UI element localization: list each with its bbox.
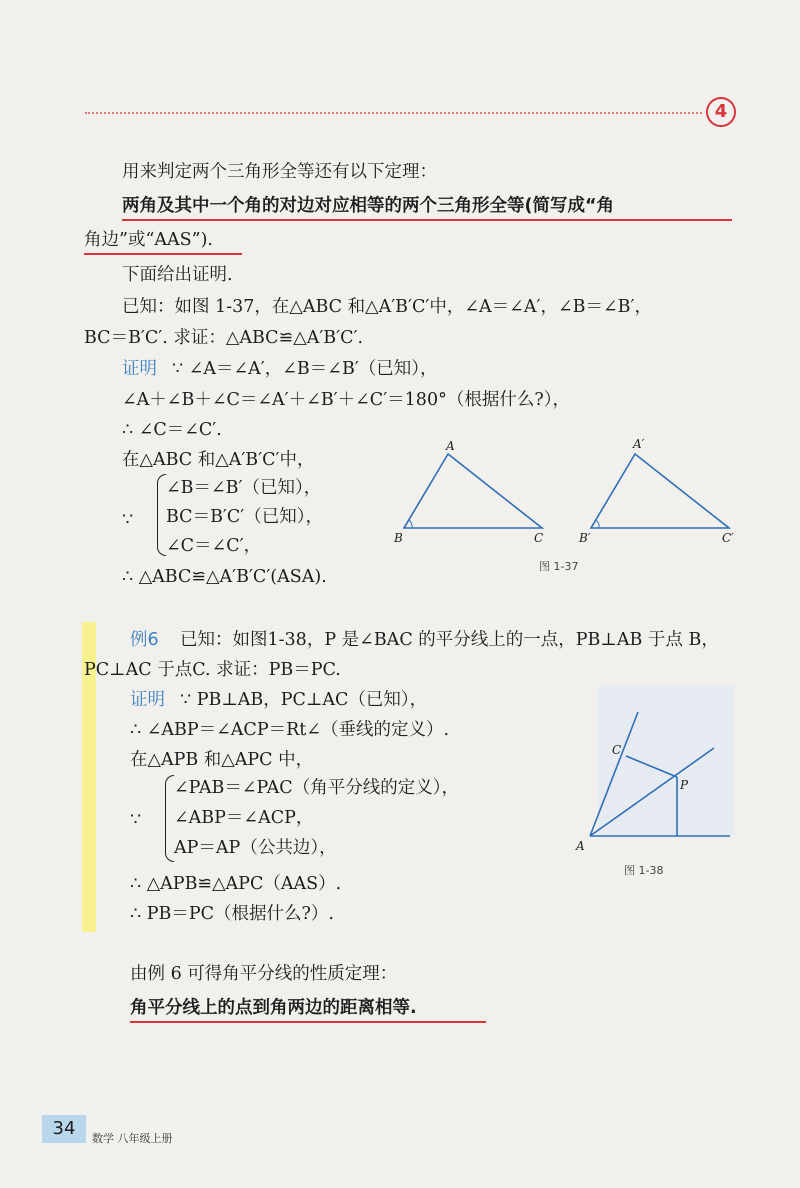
label-p: P (680, 778, 689, 792)
proof-step-3: ∴ ∠C＝∠C′. (122, 420, 222, 440)
triangle-a2b2c2 (591, 454, 729, 528)
example-conclusion-2: ∴ PB＝PC（根据什么?）. (130, 904, 334, 924)
label-b-prime: B′ (579, 531, 591, 545)
figure-1-37-caption: 图 1-37 (539, 560, 579, 573)
example-label: 例6 (130, 630, 159, 650)
property-underline (130, 1021, 486, 1023)
property-intro: 由例 6 可得角平分线的性质定理： (130, 964, 398, 984)
triangle-abc (404, 454, 542, 528)
figure-1-38-caption: 图 1-38 (624, 864, 664, 877)
proof-step-4: 在△ABC 和△A′B′C′中， (122, 450, 315, 470)
figure-1-37 (390, 436, 750, 556)
example-step-2: ∴ ∠ABP＝∠ACP＝Rt∠（垂线的定义）. (130, 720, 450, 740)
example-step-3: 在△APB 和△APC 中， (130, 750, 314, 770)
given-line-2: BC＝B′C′. 求证：△ABC≌△A′B′C′. (84, 328, 364, 348)
brace-bracket (157, 474, 166, 556)
theorem-aas-line1: 两角及其中一个角的对边对应相等的两个三角形全等(简写成“角 (122, 196, 614, 216)
proof-label: 证明 (122, 359, 157, 379)
angle-mark-b (409, 520, 412, 528)
label-a: A (446, 439, 455, 453)
proof-step-2: ∠A＋∠B＋∠C＝∠A′＋∠B′＋∠C′＝180°（根据什么?）， (122, 390, 570, 410)
page-number: 34 (42, 1115, 86, 1143)
given-line-1: 已知：如图 1-37，在△ABC 和△A′B′C′中，∠A＝∠A′，∠B＝∠B′， (122, 297, 652, 317)
example-line-2: PC⊥AC 于点C. 求证：PB＝PC. (84, 660, 341, 680)
property-theorem: 角平分线上的点到角两边的距离相等. (130, 998, 417, 1018)
label-c-prime: C′ (722, 531, 734, 545)
example-line-1: 已知：如图1-38，P 是∠BAC 的平分线上的一点，PB⊥AB 于点 B， (180, 630, 719, 650)
example-brace-bracket (165, 775, 174, 862)
example-because-symbol: ∵ (130, 810, 142, 830)
proof-conclusion: ∴ △ABC≌△A′B′C′(ASA). (122, 567, 327, 587)
theorem-underline-2 (84, 253, 242, 255)
brace-item-3: ∠C＝∠C′， (166, 536, 262, 556)
example-step-1: ∵ PB⊥AB，PC⊥AC（已知）， (180, 690, 428, 710)
figure-1-38 (570, 700, 750, 860)
footer-book-title: 数学 八年级上册 (92, 1132, 173, 1145)
brace-item-1: ∠B＝∠B′（已知）， (166, 478, 322, 498)
example-brace-item-2: ∠ABP＝∠ACP， (174, 808, 314, 828)
example-conclusion-1: ∴ △APB≌△APC（AAS）. (130, 874, 342, 894)
header-dotted-rule (85, 112, 702, 114)
example-proof-label: 证明 (130, 690, 165, 710)
because-symbol: ∵ (122, 510, 134, 530)
chapter-badge: 4 (706, 97, 736, 127)
theorem-underline-1 (122, 219, 732, 221)
brace-item-2: BC＝B′C′（已知）， (166, 507, 324, 527)
bisector-ap (590, 748, 714, 836)
label-b: B (394, 531, 403, 545)
proof-step-1: ∵ ∠A＝∠A′，∠B＝∠B′（已知）， (172, 359, 438, 379)
theorem-aas-line2: 角边”或“AAS”). (84, 230, 213, 250)
intro-line: 用来判定两个三角形全等还有以下定理： (122, 162, 437, 182)
example-brace-item-1: ∠PAB＝∠PAC（角平分线的定义）， (174, 778, 459, 798)
label-a: A (576, 839, 585, 853)
label-c: C (534, 531, 544, 545)
label-a-prime: A′ (633, 437, 645, 451)
segment-pc (626, 756, 677, 777)
angle-mark-b2 (596, 520, 599, 528)
example-brace-item-3: AP＝AP（公共边）， (174, 838, 337, 858)
ray-ac (590, 712, 638, 836)
label-c: C (612, 743, 622, 757)
proof-intro: 下面给出证明. (122, 265, 233, 285)
